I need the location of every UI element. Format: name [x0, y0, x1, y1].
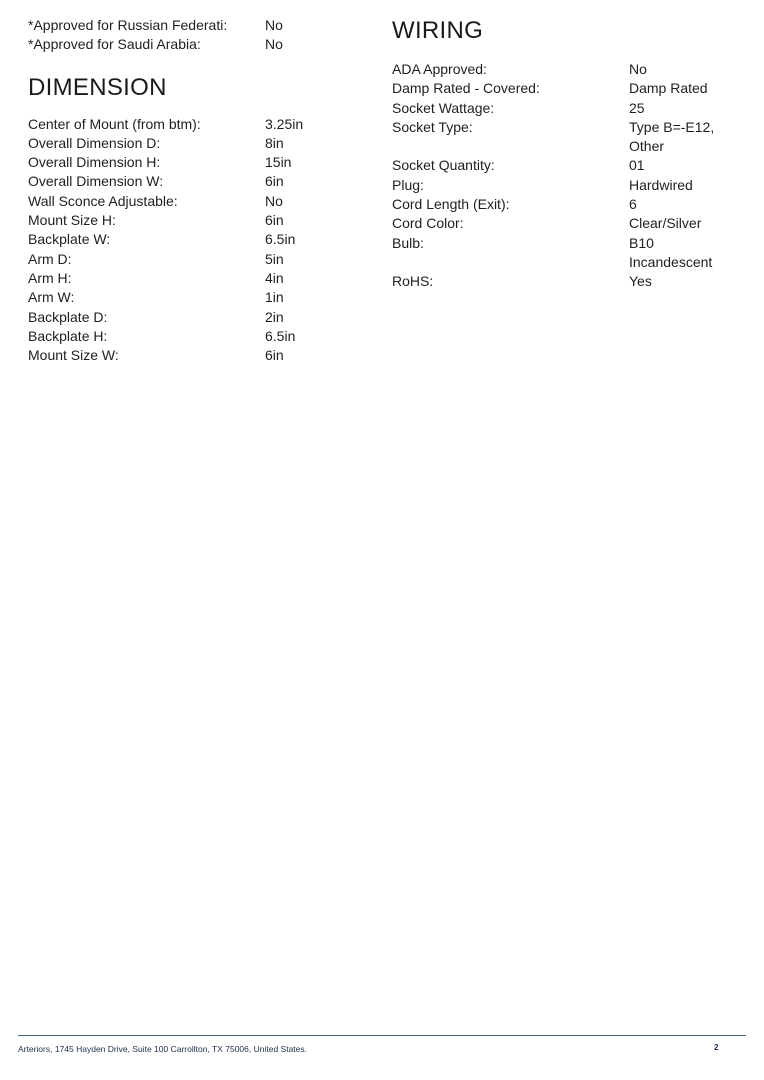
spec-row [392, 272, 732, 291]
spec-row [392, 234, 732, 253]
spec-value: 6.5in [265, 327, 296, 344]
page-number: 2 [714, 1043, 719, 1052]
spec-label: RoHS: [392, 273, 434, 290]
spec-row [392, 214, 732, 233]
spec-label: Cord Color: [392, 215, 464, 232]
spec-label: Plug: [392, 176, 424, 193]
spec-row [392, 60, 732, 79]
spec-value: 6in [265, 212, 284, 229]
spec-label: Mount Size W: [28, 347, 119, 364]
spec-row [28, 192, 368, 211]
spec-label: Overall Dimension D: [28, 134, 161, 151]
spec-row [28, 250, 368, 269]
spec-value: 6 [629, 196, 637, 213]
spec-value: 01 [629, 157, 645, 174]
spec-value: 6in [265, 173, 284, 190]
spec-row [392, 253, 732, 272]
spec-value: 2in [265, 308, 284, 325]
spec-value: 4in [265, 269, 284, 286]
spec-label [392, 253, 629, 272]
spec-value: 15in [265, 154, 292, 171]
spec-value: Clear/Silver [629, 215, 702, 232]
spec-label: Mount Size H: [28, 212, 116, 229]
spec-row [28, 327, 368, 346]
spec-value: 6.5in [265, 231, 296, 248]
spec-label: Backplate H: [28, 327, 108, 344]
spec-row [392, 137, 732, 156]
spec-row [392, 79, 732, 98]
spec-value: Incandescent [629, 253, 713, 270]
spec-row [28, 230, 368, 249]
spec-row [392, 176, 732, 195]
spec-label [392, 137, 629, 156]
dimension-section [28, 115, 368, 366]
spec-row [392, 118, 732, 137]
spec-value: Other [629, 138, 665, 155]
approvals-section [28, 16, 368, 55]
spec-value: 1in [265, 289, 284, 306]
spec-value: 6in [265, 347, 284, 364]
spec-row [28, 16, 368, 35]
spec-label: Arm D: [28, 250, 72, 267]
spec-label: Damp Rated - Covered: [392, 80, 540, 97]
spec-value: 3.25in [265, 115, 304, 132]
spec-label: Arm H: [28, 269, 72, 286]
spec-label: Arm W: [28, 289, 75, 306]
spec-label: ADA Approved: [392, 61, 487, 77]
spec-value: 5in [265, 250, 284, 267]
wiring-section [392, 60, 732, 292]
spec-label: *Approved for Russian Federati: [28, 17, 228, 33]
spec-value: 8in [265, 134, 284, 151]
spec-row [28, 211, 368, 230]
right-column [392, 16, 732, 292]
spec-value: Type B=-E12, [629, 118, 715, 135]
spec-label: Wall Sconce Adjustable: [28, 192, 178, 209]
spec-label: Backplate W: [28, 231, 111, 248]
spec-row [392, 156, 732, 175]
footer-address: Arteriors, 1745 Hayden Drive, Suite 100 Carrollton, TX 75006, United States. [18, 1044, 307, 1054]
spec-value: No [629, 61, 647, 77]
spec-row [28, 346, 368, 365]
spec-label: Cord Length (Exit): [392, 196, 510, 213]
footer-divider [18, 1035, 746, 1036]
spec-row [28, 134, 368, 153]
spec-value: No [265, 17, 283, 33]
spec-row [28, 308, 368, 327]
dimension-heading: DIMENSION [28, 73, 167, 101]
spec-value: B10 [629, 234, 654, 251]
spec-label: Bulb: [392, 234, 424, 251]
wiring-heading: WIRING [392, 17, 484, 44]
spec-label: Center of Mount (from btm): [28, 115, 201, 132]
spec-row [28, 269, 368, 288]
spec-label: Backplate D: [28, 308, 108, 325]
spec-value: Hardwired [629, 176, 693, 193]
spec-row [28, 288, 368, 307]
left-column [28, 16, 368, 365]
spec-label: Socket Type: [392, 118, 473, 135]
spec-row [392, 99, 732, 118]
spec-value: Damp Rated [629, 80, 708, 97]
spec-value: 25 [629, 99, 645, 116]
spec-row [28, 153, 368, 172]
spec-label: *Approved for Saudi Arabia: [28, 36, 201, 53]
spec-value: No [265, 36, 283, 53]
spec-label: Overall Dimension W: [28, 173, 164, 190]
spec-label: Socket Wattage: [392, 99, 495, 116]
spec-value: Yes [629, 273, 652, 290]
spec-row [28, 35, 368, 54]
spec-row [392, 195, 732, 214]
spec-label: Socket Quantity: [392, 157, 495, 174]
spec-row [28, 172, 368, 191]
spec-row [28, 115, 368, 134]
spec-label: Overall Dimension H: [28, 154, 161, 171]
spec-value: No [265, 192, 283, 209]
